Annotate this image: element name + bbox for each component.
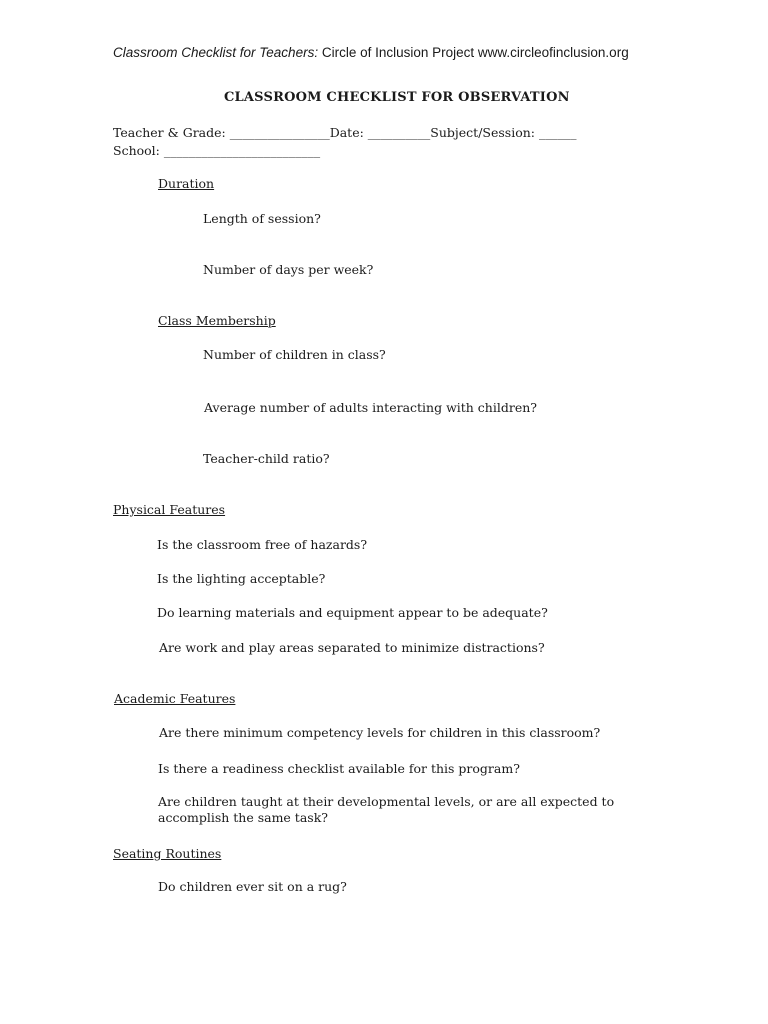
page-title: CLASSROOM CHECKLIST FOR OBSERVATION (224, 90, 570, 105)
question-learning-materials: Do learning materials and equipment appear to be adequate? (157, 605, 548, 620)
question-readiness-checklist: Is there a readiness checklist available for this program? (158, 761, 520, 776)
question-children-in-class: Number of children in class? (203, 347, 386, 362)
document-header (113, 45, 629, 61)
section-heading-academic-features: Academic Features (114, 691, 236, 706)
teacher-grade-line: Teacher & Grade: ________________Date: __________Subject/Session: ______ (113, 125, 577, 140)
school-line: School: _________________________ (113, 143, 321, 158)
question-free-of-hazards: Is the classroom free of hazards? (157, 537, 368, 552)
question-sit-on-rug: Do children ever sit on a rug? (158, 879, 347, 894)
section-heading-class-membership: Class Membership (158, 313, 276, 328)
section-heading-physical-features: Physical Features (113, 502, 226, 517)
question-lighting: Is the lighting acceptable? (157, 571, 326, 586)
question-adults-interacting: Average number of adults interacting with children? (204, 400, 537, 415)
question-work-play-areas: Are work and play areas separated to minimize distractions? (159, 640, 545, 655)
question-days-per-week: Number of days per week? (203, 262, 374, 277)
question-competency-levels: Are there minimum competency levels for children in this classroom? (159, 725, 601, 740)
header-project-text: Circle of Inclusion Project www.circleofinclusion.org (318, 45, 629, 60)
question-teacher-child-ratio: Teacher-child ratio? (203, 451, 330, 466)
section-heading-seating-routines: Seating Routines (113, 846, 222, 861)
header-italic-text: Classroom Checklist for Teachers: (113, 45, 319, 60)
question-length-of-session: Length of session? (203, 211, 321, 226)
section-heading-duration: Duration (158, 176, 215, 191)
question-developmental-levels: Are children taught at their developmental levels, or are all expected to accomplish the same task? (158, 794, 615, 825)
